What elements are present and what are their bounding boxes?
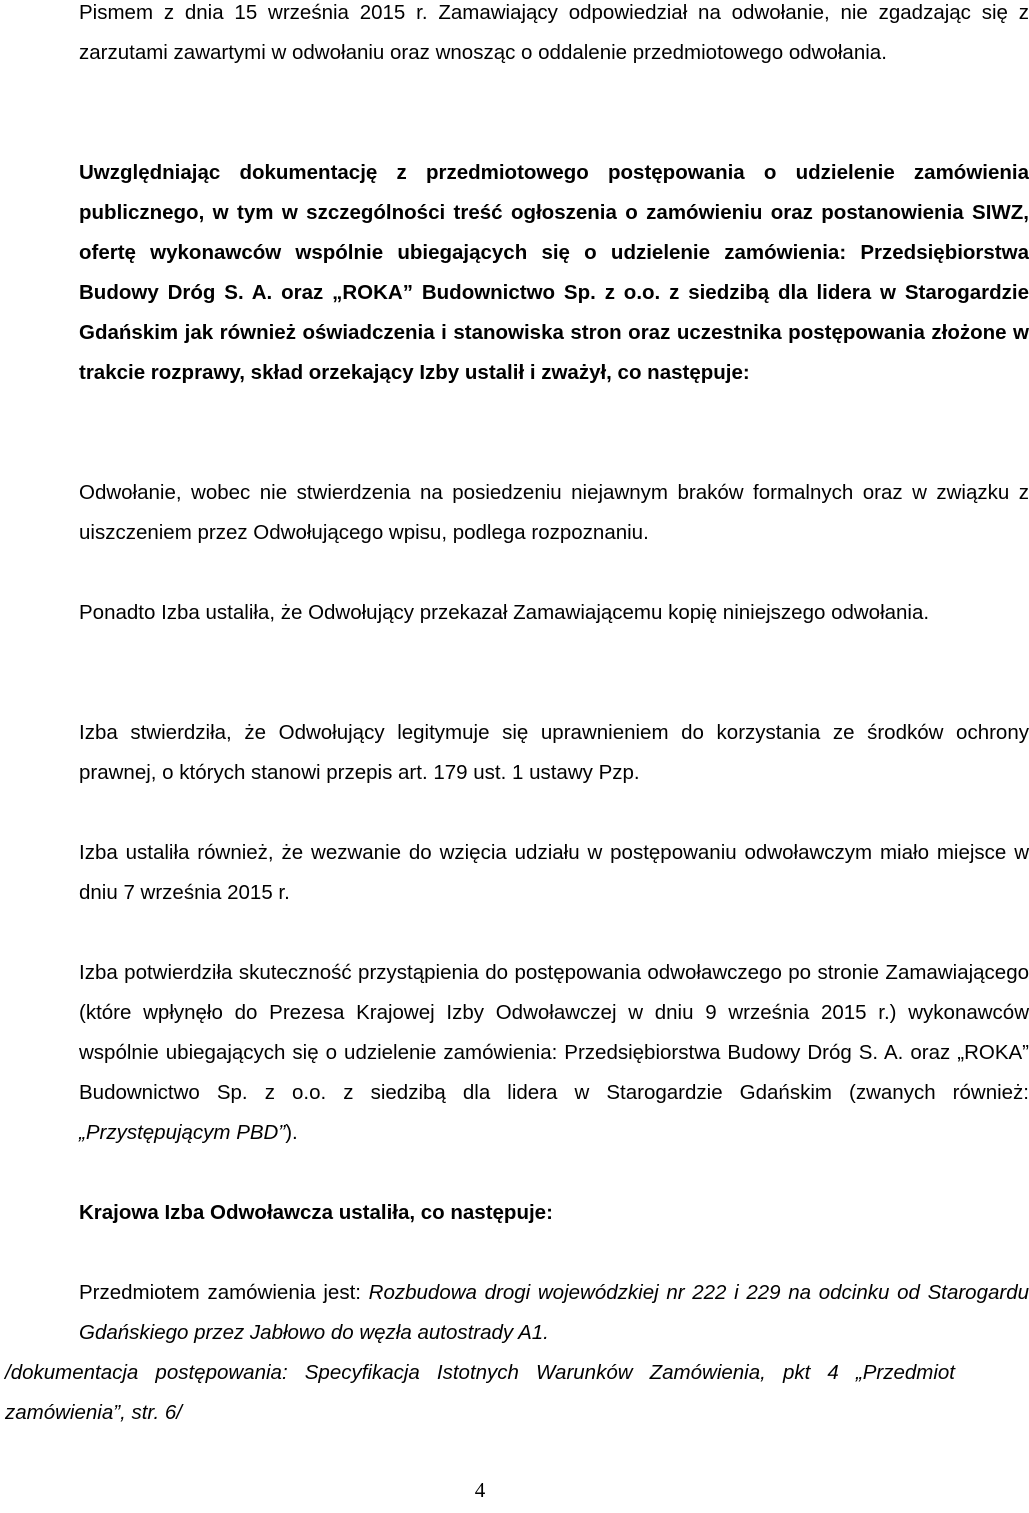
page-number: 4 — [474, 1478, 486, 1502]
paragraph-legal-standing: Izba stwierdziła, że Odwołujący legitymuje się uprawnieniem do korzystania ze środków ochrony prawnej, o których stanowi przepis art. 179 ust. 1 ustawy Pzp. — [79, 721, 1029, 784]
paragraph-copy-transmitted: Ponadto Izba ustaliła, że Odwołujący przekazał Zamawiającemu kopię niniejszego odwołania. — [79, 601, 930, 624]
section-heading-findings: Krajowa Izba Odwoławcza ustaliła, co następuje: — [79, 1201, 553, 1224]
accession-end: ). — [285, 1121, 298, 1144]
paragraph-documentation-reference — [5, 1353, 955, 1433]
subject-title: Rozbudowa drogi wojewódzkiej nr 222 i 229 na odcinku od Starogardu Gdańskiego przez Jabłowo do węzła autostrady A1. — [79, 1281, 1029, 1344]
paragraph-summons-date: Izba ustaliła również, że wezwanie do wzięcia udziału w postępowaniu odwoławczym miało miejsce w dniu 7 września 2015 r. — [79, 841, 1029, 904]
documentation-reference-text: /dokumentacja postępowania: Specyfikacja Istotnych Warunków Zamówienia, pkt 4 „Przedmiot zamówienia”, str. 6/ — [5, 1361, 955, 1424]
subject-lead: Przedmiotem zamówienia jest: — [79, 1281, 369, 1304]
accession-alias: „Przystępującym PBD” — [79, 1121, 286, 1144]
paragraph-accession-confirmed — [5, 953, 1029, 1153]
paragraph-appeal-admissible: Odwołanie, wobec nie stwierdzenia na posiedzeniu niejawnym braków formalnych oraz w związku z uiszczeniem przez Odwołującego wpisu, podlega rozpoznaniu. — [79, 481, 1029, 544]
paragraph-subject-of-contract — [5, 1273, 1029, 1353]
paragraph-reply-letter: Pismem z dnia 15 września 2015 r. Zamawiający odpowiedział na odwołanie, nie zgadzając się z zarzutami zawartymi w odwołaniu oraz wnosząc o oddalenie przedmiotowego odwołania. — [79, 1, 1029, 64]
paragraph-considering-documentation: Uwzględniając dokumentację z przedmiotowego postępowania o udzielenie zamówienia publicznego, w tym w szczególności treść ogłoszenia o zamówieniu oraz postanowienia SIWZ, ofertę wykonawców wspólnie ubiegających się o udzielenie zamówienia: Przedsiębiorstwa Budowy Dróg S. A. oraz „ROKA” Budownictwo Sp. z o.o. z siedzibą dla lidera w Starogardzie Gdańskim jak również oświadczenia i stanowiska stron oraz uczestnika postępowania złożone w trakcie rozprawy, skład orzekający Izby ustalił i zważył, co następuje: — [79, 161, 1029, 384]
accession-text: Izba potwierdziła skuteczność przystąpienia do postępowania odwoławczego po stronie Zamawiającego (które wpłynęło do Prezesa Krajowej Izby Odwoławczej w dniu 9 września 2015 r.) wykonawców wspólnie ubiegających się o udzielenie zamówienia: Przedsiębiorstwa Budowy Dróg S. A. oraz „ROKA” Budownictwo Sp. z o.o. z siedzibą dla lidera w Starogardzie Gdańskim (zwanych również: — [79, 961, 1029, 1104]
